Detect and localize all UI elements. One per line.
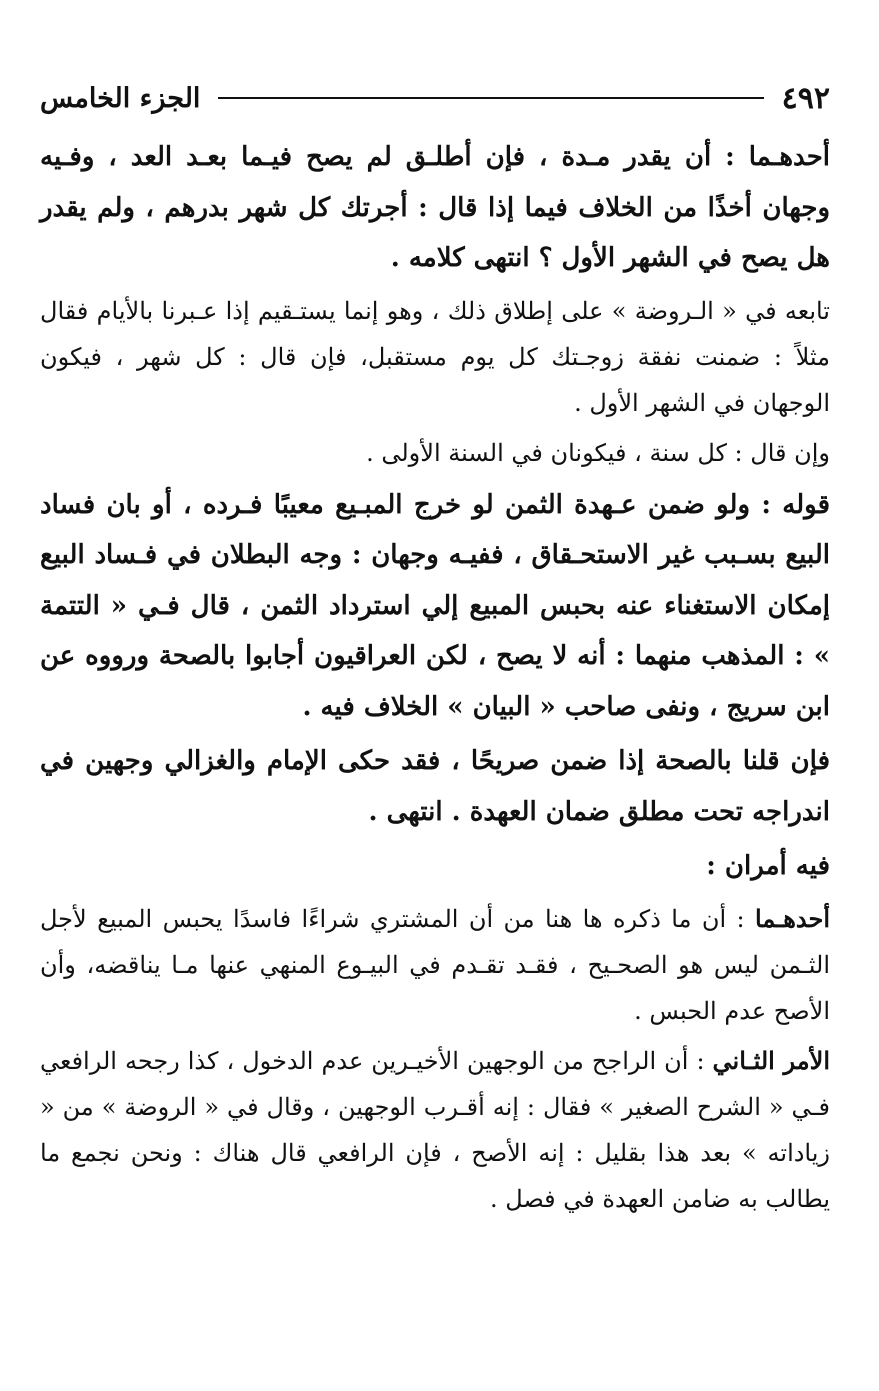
paragraph — [40, 896, 830, 1034]
page-body — [40, 132, 830, 1222]
paragraph-text: : أن الراجح من الوجهين الأخيـرين عدم الدخول ، كذا رجحه الرافعي فـي « الشرح الصغير » فقال : إنه أقـرب الوجهين ، وقال في « الروضة » من « زياداته » بعد هذا بقليل : إنه الأصح ، فإن الرافعي قال هناك : ونحن نجمع ما يطالب به ضامن العهدة في فصل . — [40, 1046, 830, 1213]
running-title: الجزء الخامس — [40, 82, 201, 114]
paragraph — [40, 430, 830, 476]
section-heading — [40, 841, 830, 892]
paragraph — [40, 736, 830, 837]
paragraph-text: وإن قال : كل سنة ، فيكونان في السنة الأولى . — [366, 438, 830, 467]
heading-text: فيه أمران : — [706, 851, 830, 881]
paragraph-text: فإن قلنا بالصحة إذا ضمن صريحًا ، فقد حكى الإمام والغزالي وجهين في اندراجه تحت مطلق ضمان العهدة . انتهى . — [40, 746, 830, 827]
paragraph — [40, 132, 830, 284]
page-number: ٤٩٢ — [781, 80, 830, 116]
page-header — [40, 70, 830, 126]
header-rule — [218, 97, 763, 99]
paragraph-text: أحدهـما : أن يقدر مـدة ، فإن أطلـق لم يصح فيـما بعـد العد ، وفـيه وجهان أخذًا من الخلاف فيما إذا قال : أجرتك كل شهر بدرهم ، ولم يقدر هل يصح في الشهر الأول ؟ انتهى كلامه . — [40, 142, 830, 273]
paragraph — [40, 480, 830, 733]
paragraph-lead: أحدهـما — [755, 903, 830, 933]
book-page — [40, 70, 830, 1226]
paragraph-text: : أن ما ذكره ها هنا من أن المشتري شراءًا فاسدًا يحبس المبيع لأجل الثـمن ليس هو الصحـيح ، فقـد تقـدم في البيـوع المنهي عنها مـا يناقضه، وأن الأصح عدم الحبس . — [40, 904, 830, 1025]
paragraph-text: تابعه في « الـروضة » على إطلاق ذلك ، وهو إنما يستـقيم إذا عـبرنا بالأيام فقال مثلاً : ضمنت نفقة زوجـتك كل يوم مستقبل، فإن قال : كل شهر ، فيكون الوجهان في الشهر الأول . — [40, 296, 830, 417]
paragraph — [40, 288, 830, 426]
paragraph-text: قوله : ولو ضمن عـهدة الثمن لو خرج المبـيع معيبًا فـرده ، أو بان فساد البيع بسـبب غير الاستحـقاق ، ففيـه وجهان : وجه البطلان في فـساد البيع إمكان الاستغناء عنه بحبس المبيع إلي استرداد الثمن ، قال فـي « التتمة » : المذهب منهما : أنه لا يصح ، لكن العراقيون أجابوا بالصحة ورووه عن ابن سريج ، ونفى صاحب « البيان » الخلاف فيه . — [40, 489, 830, 722]
paragraph — [40, 1038, 830, 1222]
paragraph-lead: الأمر الثـاني — [712, 1045, 830, 1075]
